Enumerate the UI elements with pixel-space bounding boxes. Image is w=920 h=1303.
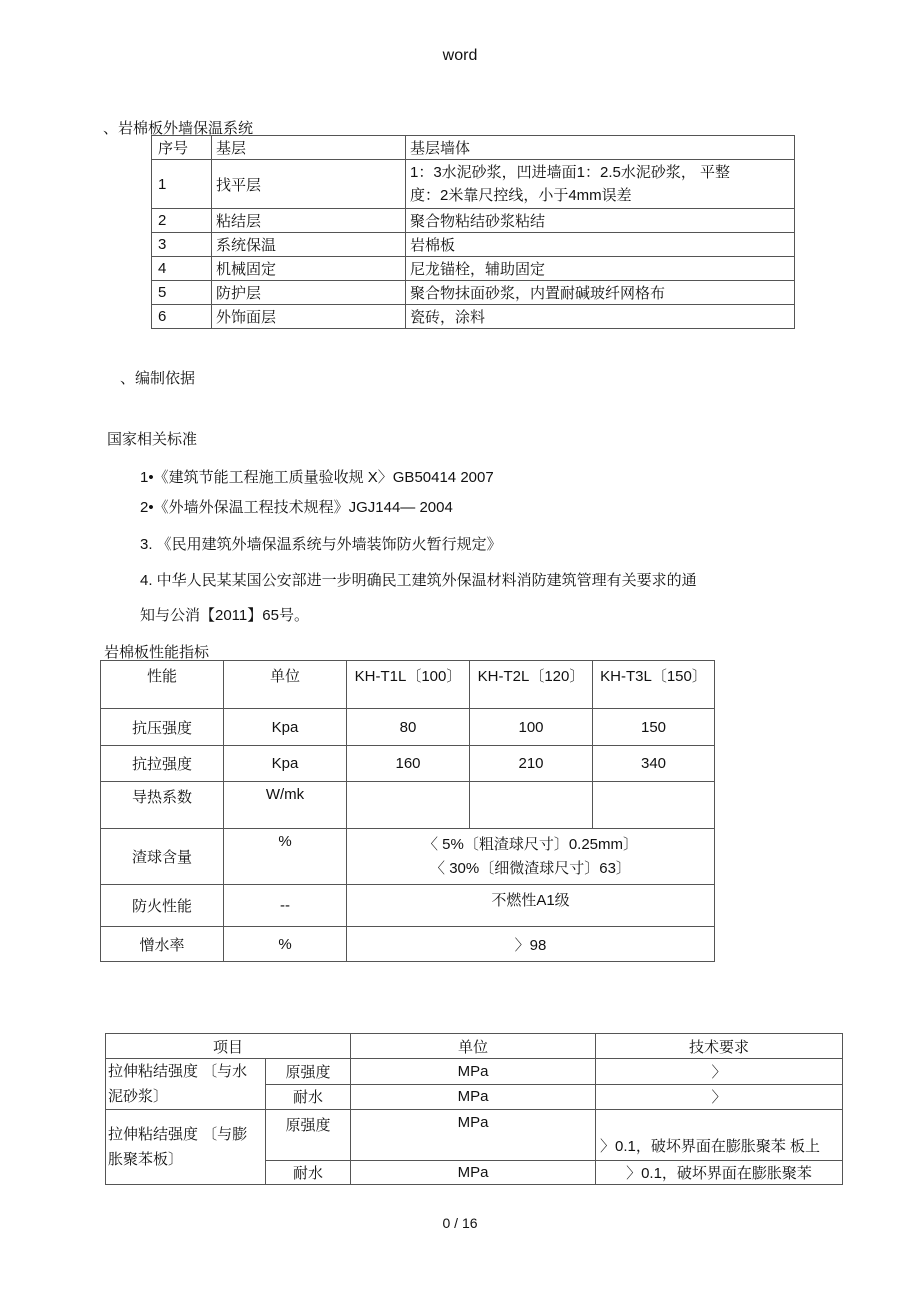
desc-cell: 岩棉板 <box>406 233 795 257</box>
header-cell: 项目 <box>106 1034 351 1059</box>
table-row <box>101 782 715 829</box>
requirement-cell: 〉 <box>596 1059 843 1085</box>
requirement-cell: 〉0.1，破坏界面在膨胀聚苯 <box>596 1161 843 1185</box>
header-cell: 基层墙体 <box>406 136 795 160</box>
reference-item: 3. 《民用建筑外墙保温系统与外墙装饰防火暂行规定》 <box>140 536 502 553</box>
property-name: 渣球含量 <box>101 829 224 885</box>
table-row <box>152 233 795 257</box>
header-cell: KH-T2L〔120〕 <box>470 661 593 709</box>
row-number: 1 <box>152 160 212 209</box>
section-title-rockwool-system: 、岩棉板外墙保温系统 <box>103 120 254 137</box>
unit-cell: -- <box>224 885 347 927</box>
desc-cell: 聚合物粘结砂浆粘结 <box>406 209 795 233</box>
header-cell: 基层 <box>212 136 406 160</box>
item-line: 拉伸粘结强度 〔与膨 <box>108 1126 248 1143</box>
item-cell <box>106 1059 266 1110</box>
property-name: 导热系数 <box>101 782 224 829</box>
unit-cell: % <box>224 829 347 885</box>
header-cell: 技术要求 <box>596 1034 843 1059</box>
merged-value-cell: 不燃性A1级 <box>347 885 715 927</box>
table-row <box>152 305 795 329</box>
row-number: 5 <box>152 281 212 305</box>
property-name: 抗拉强度 <box>101 746 224 782</box>
table-row <box>152 160 795 209</box>
item-line: 拉伸粘结强度 〔与水 <box>108 1063 248 1080</box>
merged-value-cell <box>347 829 715 885</box>
slag-coarse: 〈 5%〔粗渣球尺寸〕0.25mm〕 <box>422 835 639 853</box>
row-number: 6 <box>152 305 212 329</box>
table-row <box>101 829 715 885</box>
layer-cell: 找平层 <box>212 160 406 209</box>
table-row <box>101 927 715 962</box>
row-number: 2 <box>152 209 212 233</box>
value-cell: 340 <box>593 746 715 782</box>
page-header: word <box>442 47 478 64</box>
desc-cell: 聚合物抹面砂浆，内置耐碱玻纤网格布 <box>406 281 795 305</box>
requirement-cell: 〉0.1，破坏界面在膨胀聚苯 板上 <box>596 1110 843 1161</box>
layer-cell: 外饰面层 <box>212 305 406 329</box>
value-cell <box>347 782 470 829</box>
value-cell: 80 <box>347 709 470 746</box>
property-name: 防火性能 <box>101 885 224 927</box>
table-row <box>101 885 715 927</box>
table-row <box>106 1059 843 1085</box>
performance-table <box>100 660 715 962</box>
header-cell: 单位 <box>224 661 347 709</box>
row-number: 3 <box>152 233 212 257</box>
layer-cell: 系统保温 <box>212 233 406 257</box>
value-cell <box>593 782 715 829</box>
unit-cell: W/mk <box>224 782 347 829</box>
item-line: 胀聚苯板〕 <box>108 1151 184 1168</box>
table-header-row <box>101 661 715 709</box>
section-subtitle-standards: 国家相关标准 <box>107 431 198 448</box>
slag-fine: 〈 30%〔细微渣球尺寸〕63〕 <box>430 859 631 877</box>
desc-line: 1：3水泥砂浆，凹进墙面1：2.5水泥砂浆， 平整 <box>410 164 731 181</box>
header-cell: 性能 <box>101 661 224 709</box>
performance-title: 岩棉板性能指标 <box>104 644 210 661</box>
table-header-row <box>152 136 795 160</box>
item-line: 泥砂浆〕 <box>108 1088 169 1105</box>
sub-item-cell: 原强度 <box>266 1110 351 1161</box>
header-cell: KH-T1L〔100〕 <box>347 661 470 709</box>
unit-cell: MPa <box>351 1059 596 1085</box>
value-cell <box>470 782 593 829</box>
table-row <box>152 209 795 233</box>
sub-item-cell: 耐水 <box>266 1161 351 1185</box>
value-cell: 160 <box>347 746 470 782</box>
layer-cell: 防护层 <box>212 281 406 305</box>
value-cell: 210 <box>470 746 593 782</box>
merged-value-cell: 〉98 <box>347 927 715 962</box>
value-cell: 100 <box>470 709 593 746</box>
page-number: 0 / 16 <box>442 1215 478 1231</box>
desc-cell <box>406 160 795 209</box>
unit-cell: MPa <box>351 1110 596 1161</box>
table-row <box>101 746 715 782</box>
table-row <box>106 1110 843 1161</box>
header-cell: 序号 <box>152 136 212 160</box>
layer-cell: 粘结层 <box>212 209 406 233</box>
desc-line: 度：2米靠尺控线，小于4mm误差 <box>410 187 632 204</box>
row-number: 4 <box>152 257 212 281</box>
unit-cell: % <box>224 927 347 962</box>
desc-cell: 瓷砖，涂料 <box>406 305 795 329</box>
unit-cell: MPa <box>351 1161 596 1185</box>
desc-cell: 尼龙锚栓，辅助固定 <box>406 257 795 281</box>
unit-cell: Kpa <box>224 709 347 746</box>
section-title-basis: 、编制依据 <box>120 370 196 387</box>
value-cell: 150 <box>593 709 715 746</box>
header-cell: 单位 <box>351 1034 596 1059</box>
sub-item-cell: 原强度 <box>266 1059 351 1085</box>
reference-item: 4. 中华人民某某国公安部进一步明确民工建筑外保温材料消防建筑管理有关要求的通 <box>140 572 697 589</box>
layer-cell: 机械固定 <box>212 257 406 281</box>
reference-item: 知与公消【2011】65号。 <box>140 607 309 624</box>
property-name: 抗压强度 <box>101 709 224 746</box>
reference-item: 2•《外墙外保温工程技术规程》JGJ144— 2004 <box>140 499 453 516</box>
header-cell: KH-T3L〔150〕 <box>593 661 715 709</box>
table-header-row <box>106 1034 843 1059</box>
table-row <box>152 257 795 281</box>
unit-cell: MPa <box>351 1084 596 1110</box>
adhesion-table <box>105 1033 843 1185</box>
table-row <box>101 709 715 746</box>
unit-cell: Kpa <box>224 746 347 782</box>
rockwool-system-table <box>151 135 795 329</box>
reference-item: 1•《建筑节能工程施工质量验收规 X〉GB50414 2007 <box>140 469 494 486</box>
property-name: 憎水率 <box>101 927 224 962</box>
item-cell <box>106 1110 266 1185</box>
requirement-cell: 〉 <box>596 1084 843 1110</box>
sub-item-cell: 耐水 <box>266 1084 351 1110</box>
table-row <box>152 281 795 305</box>
